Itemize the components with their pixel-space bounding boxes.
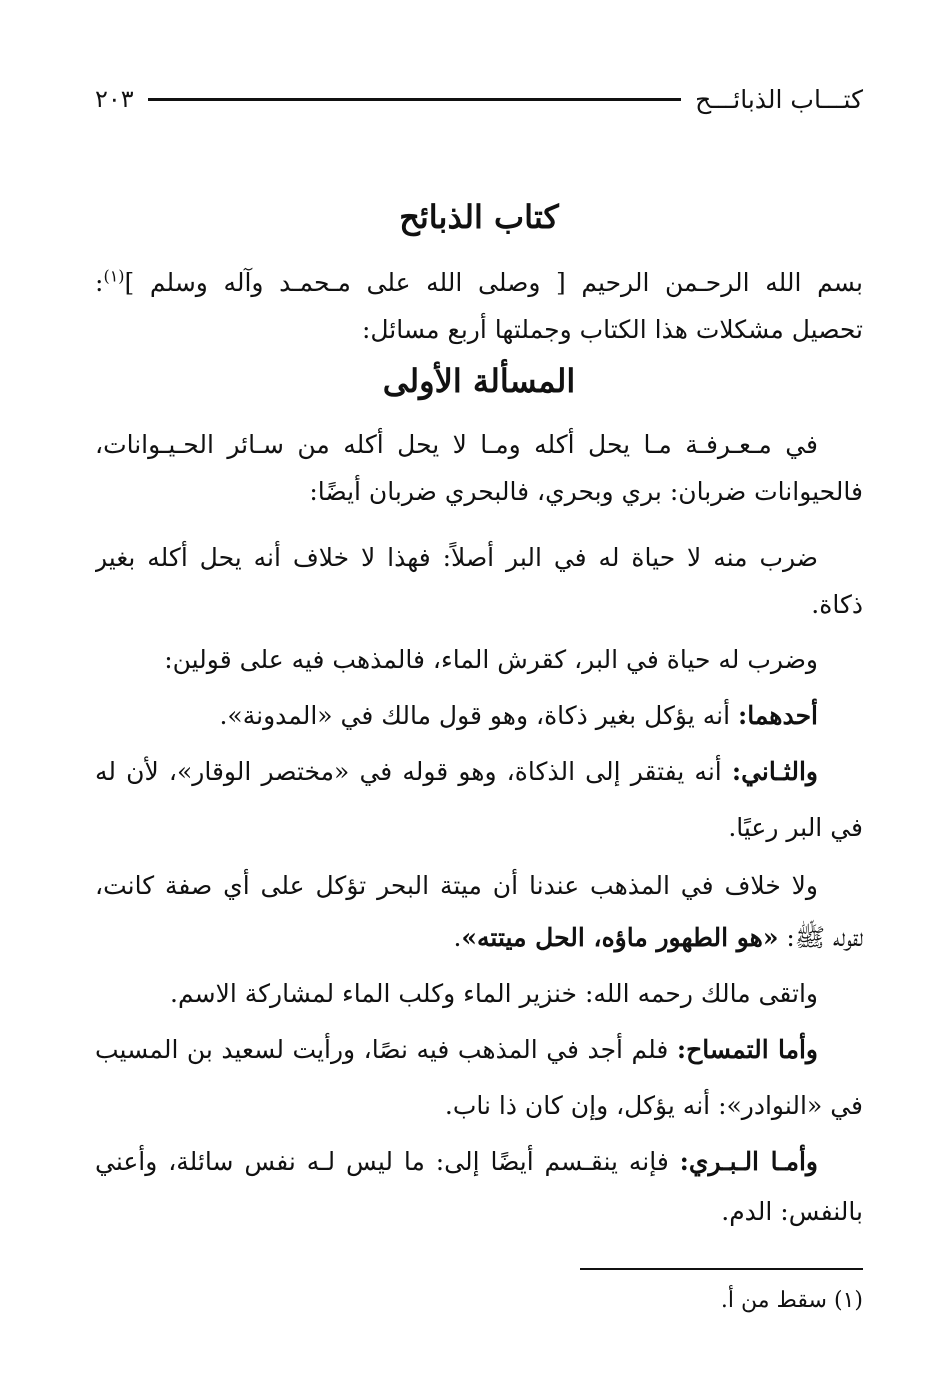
paragraph-line: ذكاة. [811, 590, 863, 619]
paragraph-line: في البر رعيًا. [728, 813, 863, 842]
basmala-line [95, 263, 863, 303]
line-text: لقوله ﷺ: [778, 923, 863, 952]
footnote-separator [580, 1268, 863, 1270]
footnote: (١) سقط من أ. [720, 1288, 863, 1313]
lead-term: والثـاني: [731, 757, 818, 786]
paragraph-line: واتقى مالك رحمه الله: خنزير الماء وكلب الماء لمشاركة الاسم. [170, 979, 818, 1008]
basmala-end: : [95, 268, 104, 297]
paragraph-line: فالحيوانات ضربان: بري وبحري، فالبحري ضربان أيضًا: [309, 477, 863, 506]
paragraph-line [95, 1030, 863, 1070]
running-head-book-name: كتـــاب الذبائـــح [695, 84, 863, 114]
intro-line: تحصيل مشكلات هذا الكتاب وجملتها أربع مسائل: [361, 315, 863, 344]
paragraph-line: وضرب له حياة في البر، كقرش الماء، فالمذهب فيه على قولين: [164, 645, 818, 674]
lead-term: وأما التمساح: [676, 1035, 818, 1064]
paragraph-line [95, 752, 863, 792]
section-title: المسألة الأولى [382, 362, 576, 400]
paragraph-line [95, 918, 863, 958]
paragraph-line [95, 696, 863, 736]
paragraph-line: بالنفس: الدم. [721, 1197, 863, 1226]
line-text: . [453, 923, 462, 952]
hadith-quote: «هو الطهور ماؤه، الحل ميتته» [461, 923, 779, 952]
lead-term: وأمـا الـبـري: [679, 1147, 818, 1176]
line-text: أنه يفتقر إلى الذكاة، وهو قوله في «مختصر الوقار»، لأن له [95, 757, 732, 786]
paragraph-line: في «النوادر»: أنه يؤكل، وإن كان ذا ناب. [444, 1091, 863, 1120]
paragraph-line [95, 1142, 863, 1182]
footnote-ref: (١) [103, 266, 125, 286]
line-text: فإنه ينقـسم أيضًا إلى: ما ليس لـه نفس سائلة، وأعني [95, 1147, 680, 1176]
running-head [95, 82, 863, 116]
page-number: ٢٠٣ [95, 85, 134, 113]
paragraph-line: ضرب منه لا حياة له في البر أصلاً: فهذا لا خلاف أنه يحل أكله بغير [95, 543, 818, 572]
paragraph-line: ولا خلاف في المذهب عندنا أن ميتة البحر تؤكل على أي صفة كانت، [95, 871, 818, 900]
lead-term: أحدهما: [737, 701, 818, 730]
line-text: أنه يؤكل بغير ذكاة، وهو قول مالك في «المدونة». [219, 701, 738, 730]
chapter-title: كتاب الذبائح [399, 198, 559, 236]
paragraph-line: في مـعـرفـة مـا يحل أكله ومـا لا يحل أكله من سـائر الحـيـوانات، [95, 430, 818, 459]
basmala-text: بسم الله الرحـمن الرحيم [ وصلى الله على مـحمـد وآله وسلم ] [124, 268, 863, 297]
line-text: فلم أجد في المذهب فيه نصًا، ورأيت لسعيد بن المسيب [95, 1035, 677, 1064]
running-head-rule [148, 98, 681, 101]
